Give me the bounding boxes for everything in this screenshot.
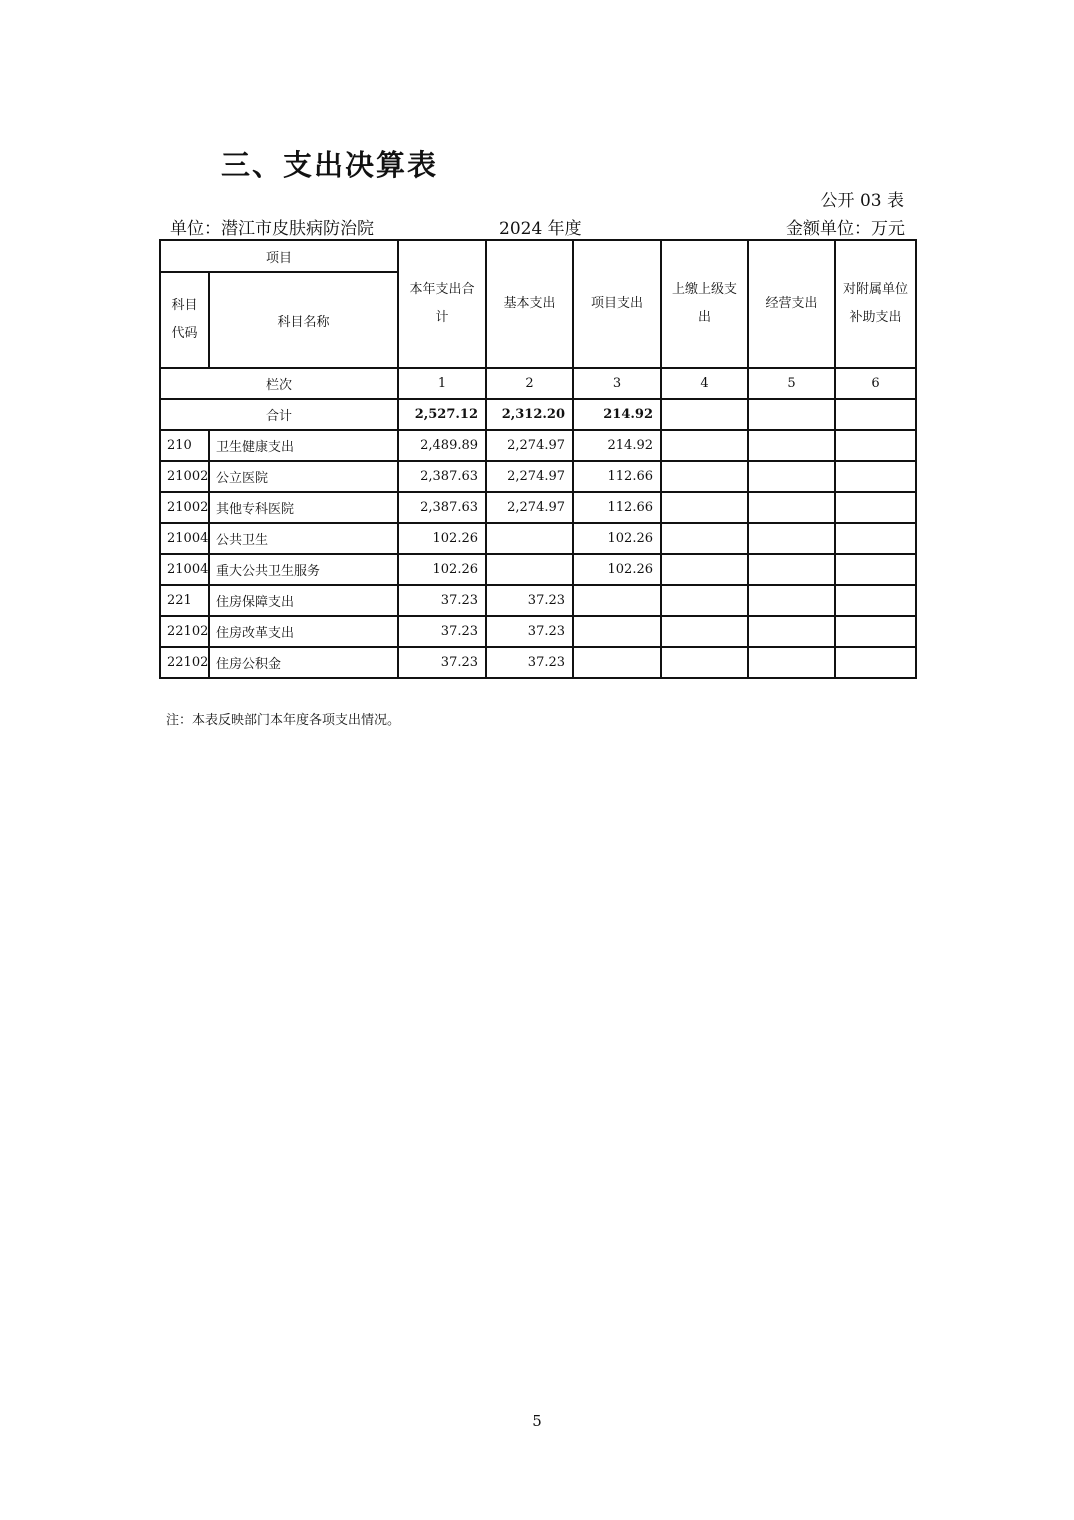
table-row [160, 647, 916, 678]
row-basic: 2,274.97 [486, 461, 573, 492]
row-basic: 37.23 [486, 585, 573, 616]
summary-subsidy [835, 399, 916, 430]
row-name: 其他专科医院 [209, 492, 398, 523]
expenditure-table [159, 239, 917, 679]
row-project [573, 647, 661, 678]
data-rows [160, 430, 916, 678]
row-subsidy [835, 523, 916, 554]
row-code: 21004 [160, 554, 209, 585]
col-index-1: 1 [398, 368, 486, 399]
table-note: 注：本表反映部门本年度各项支出情况。 [166, 713, 401, 728]
summary-label: 合计 [160, 399, 398, 430]
row-total: 2,387.63 [398, 461, 486, 492]
row-project: 214.92 [573, 430, 661, 461]
col-index-6: 6 [835, 368, 916, 399]
summary-upper [661, 399, 748, 430]
row-subsidy [835, 430, 916, 461]
row-project: 102.26 [573, 554, 661, 585]
row-name: 卫生健康支出 [209, 430, 398, 461]
row-code: 210 [160, 430, 209, 461]
row-name: 公共卫生 [209, 523, 398, 554]
header-subsidy: 对附属单位补助支出 [835, 240, 916, 368]
row-business [748, 585, 835, 616]
row-basic: 37.23 [486, 647, 573, 678]
row-basic: 2,274.97 [486, 430, 573, 461]
row-subsidy [835, 585, 916, 616]
row-subsidy [835, 492, 916, 523]
summary-business [748, 399, 835, 430]
header-name: 科目名称 [209, 272, 398, 368]
row-subsidy [835, 461, 916, 492]
row-subsidy [835, 554, 916, 585]
summary-project: 214.92 [573, 399, 661, 430]
row-name: 住房保障支出 [209, 585, 398, 616]
row-total: 37.23 [398, 585, 486, 616]
header-basic: 基本支出 [486, 240, 573, 368]
row-code: 21002 [160, 461, 209, 492]
table-row [160, 461, 916, 492]
header-item: 项目 [160, 240, 398, 272]
row-upper [661, 461, 748, 492]
row-business [748, 554, 835, 585]
row-project: 112.66 [573, 492, 661, 523]
row-project: 102.26 [573, 523, 661, 554]
row-code: 21002 [160, 492, 209, 523]
fiscal-year: 2024 年度 [499, 219, 582, 239]
form-number: 公开 03 表 [820, 191, 904, 211]
row-subsidy [835, 647, 916, 678]
unit-name: 单位：潜江市皮肤病防治院 [170, 219, 374, 239]
col-index-5: 5 [748, 368, 835, 399]
row-business [748, 430, 835, 461]
row-name: 住房公积金 [209, 647, 398, 678]
table-row [160, 585, 916, 616]
page-title: 三、支出决算表 [221, 148, 439, 182]
unit-row [170, 214, 905, 239]
row-project: 112.66 [573, 461, 661, 492]
row-business [748, 523, 835, 554]
col-index-label: 栏次 [160, 368, 398, 399]
row-code: 221 [160, 585, 209, 616]
row-upper [661, 647, 748, 678]
page-number: 5 [532, 1412, 542, 1430]
summary-basic: 2,312.20 [486, 399, 573, 430]
row-name: 住房改革支出 [209, 616, 398, 647]
row-upper [661, 492, 748, 523]
row-total: 102.26 [398, 523, 486, 554]
col-index-4: 4 [661, 368, 748, 399]
summary-row [160, 399, 916, 430]
row-total: 2,387.63 [398, 492, 486, 523]
row-upper [661, 585, 748, 616]
table-row [160, 430, 916, 461]
table-row [160, 554, 916, 585]
row-basic: 37.23 [486, 616, 573, 647]
row-business [748, 647, 835, 678]
row-upper [661, 523, 748, 554]
row-upper [661, 554, 748, 585]
row-total: 37.23 [398, 616, 486, 647]
row-code: 21004 [160, 523, 209, 554]
column-index-row [160, 368, 916, 399]
row-total: 2,489.89 [398, 430, 486, 461]
header-total: 本年支出合计 [398, 240, 486, 368]
row-basic [486, 554, 573, 585]
col-index-2: 2 [486, 368, 573, 399]
header-upper: 上缴上级支出 [661, 240, 748, 368]
header-business: 经营支出 [748, 240, 835, 368]
table-row [160, 523, 916, 554]
row-basic: 2,274.97 [486, 492, 573, 523]
row-upper [661, 616, 748, 647]
row-project [573, 585, 661, 616]
row-name: 重大公共卫生服务 [209, 554, 398, 585]
summary-total: 2,527.12 [398, 399, 486, 430]
table-row [160, 616, 916, 647]
row-name: 公立医院 [209, 461, 398, 492]
header-project: 项目支出 [573, 240, 661, 368]
table-row [160, 492, 916, 523]
row-upper [661, 430, 748, 461]
row-project [573, 616, 661, 647]
row-code: 22102 [160, 616, 209, 647]
row-basic [486, 523, 573, 554]
amount-unit: 金额单位：万元 [786, 219, 905, 239]
col-index-3: 3 [573, 368, 661, 399]
row-business [748, 492, 835, 523]
row-code: 22102 [160, 647, 209, 678]
row-business [748, 461, 835, 492]
row-business [748, 616, 835, 647]
row-subsidy [835, 616, 916, 647]
row-total: 37.23 [398, 647, 486, 678]
row-total: 102.26 [398, 554, 486, 585]
header-code: 科目代码 [160, 272, 209, 368]
